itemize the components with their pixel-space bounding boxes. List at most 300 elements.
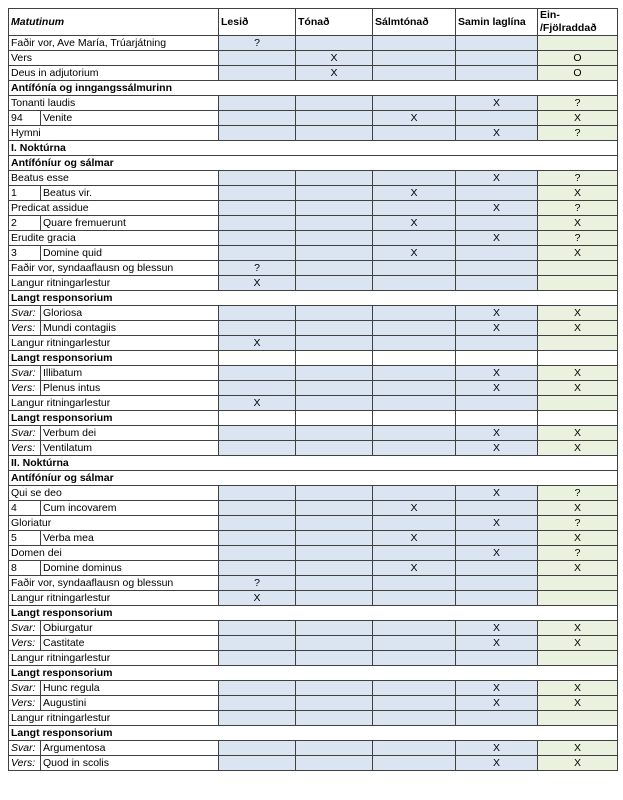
table-title: Matutinum	[9, 9, 219, 36]
value-cell-salmtonad	[373, 96, 456, 111]
section-label: I. Noktúrna	[9, 141, 618, 156]
value-cell-samin-laglina: X	[456, 231, 538, 246]
value-cell-tonad	[296, 681, 373, 696]
value-cell-tonad	[296, 531, 373, 546]
value-cell-tonad	[296, 501, 373, 516]
value-cell-salmtonad	[373, 171, 456, 186]
row-title-latin: Beatus vir.	[41, 186, 219, 201]
value-cell-ein-fjolraddad: O	[538, 51, 618, 66]
value-cell-salmtonad	[373, 486, 456, 501]
value-cell-ein-fjolraddad	[538, 711, 618, 726]
value-cell-lesid: X	[219, 591, 296, 606]
value-cell-samin-laglina	[456, 336, 538, 351]
value-cell-lesid	[219, 681, 296, 696]
column-header-salmtonad: Sálmtónað	[373, 9, 456, 36]
value-cell-tonad	[296, 591, 373, 606]
value-cell-samin-laglina	[456, 711, 538, 726]
row-prefix-label: Vers:	[9, 636, 41, 651]
value-cell-lesid	[219, 381, 296, 396]
value-cell-tonad	[296, 381, 373, 396]
value-cell-samin-laglina	[456, 186, 538, 201]
value-cell-tonad	[296, 711, 373, 726]
value-cell-salmtonad	[373, 66, 456, 81]
section-row	[9, 456, 618, 471]
value-cell-lesid	[219, 96, 296, 111]
value-cell-ein-fjolraddad: ?	[538, 516, 618, 531]
row-title: Langur ritningarlestur	[9, 651, 219, 666]
row-prefix-label: Svar:	[9, 621, 41, 636]
value-cell-samin-laglina: X	[456, 426, 538, 441]
row-title-latin: Verba mea	[41, 531, 219, 546]
value-cell-lesid	[219, 231, 296, 246]
row-title-latin: Venite	[41, 111, 219, 126]
row-title-latin: Tonanti laudis	[9, 96, 219, 111]
row-title: Faðir vor, syndaaflausn og blessun	[9, 261, 219, 276]
value-cell-samin-laglina	[456, 261, 538, 276]
value-cell-lesid	[219, 486, 296, 501]
value-cell-samin-laglina	[456, 396, 538, 411]
value-cell-tonad	[296, 276, 373, 291]
row-prefix-label: Vers:	[9, 441, 41, 456]
table-row	[9, 51, 618, 66]
row-prefix-label: Svar:	[9, 426, 41, 441]
value-cell-ein-fjolraddad: X	[538, 306, 618, 321]
row-number: 8	[9, 561, 41, 576]
value-cell-samin-laglina: X	[456, 366, 538, 381]
value-cell-salmtonad: X	[373, 111, 456, 126]
value-cell-tonad	[296, 261, 373, 276]
value-cell-tonad: X	[296, 66, 373, 81]
value-cell-salmtonad	[373, 636, 456, 651]
value-cell-salmtonad: X	[373, 561, 456, 576]
table-row	[9, 36, 618, 51]
table-row	[9, 306, 618, 321]
table-row	[9, 711, 618, 726]
row-number: 1	[9, 186, 41, 201]
value-cell-salmtonad	[373, 741, 456, 756]
value-cell-ein-fjolraddad: X	[538, 441, 618, 456]
value-cell-salmtonad	[373, 336, 456, 351]
row-title: Faðir vor, Ave María, Trúarjátning	[9, 36, 219, 51]
row-number: 94	[9, 111, 41, 126]
value-cell-samin-laglina: X	[456, 321, 538, 336]
value-cell-lesid	[219, 696, 296, 711]
value-cell-samin-laglina	[456, 36, 538, 51]
row-title: Langur ritningarlestur	[9, 396, 219, 411]
value-cell-samin-laglina	[456, 51, 538, 66]
value-cell-ein-fjolraddad	[538, 651, 618, 666]
table-row	[9, 381, 618, 396]
table-row	[9, 636, 618, 651]
value-cell-salmtonad	[373, 621, 456, 636]
value-cell-ein-fjolraddad: X	[538, 381, 618, 396]
table-row	[9, 246, 618, 261]
value-cell-tonad	[296, 336, 373, 351]
table-row	[9, 171, 618, 186]
row-title-latin: Domen dei	[9, 546, 219, 561]
value-cell-ein-fjolraddad	[538, 576, 618, 591]
column-header-samin-laglina: Samin laglína	[456, 9, 538, 36]
column-header-lesid: Lesið	[219, 9, 296, 36]
section-row	[9, 726, 618, 741]
section-empty-cell-ein-fjolraddad	[538, 351, 618, 366]
value-cell-salmtonad: X	[373, 186, 456, 201]
column-header-line: /Fjölraddað	[540, 22, 597, 34]
value-cell-ein-fjolraddad: X	[538, 186, 618, 201]
value-cell-salmtonad	[373, 426, 456, 441]
value-cell-salmtonad	[373, 366, 456, 381]
value-cell-lesid	[219, 66, 296, 81]
value-cell-lesid	[219, 651, 296, 666]
value-cell-ein-fjolraddad: X	[538, 681, 618, 696]
section-empty-cell-lesid	[219, 351, 296, 366]
section-row	[9, 471, 618, 486]
value-cell-ein-fjolraddad	[538, 261, 618, 276]
value-cell-salmtonad	[373, 441, 456, 456]
value-cell-samin-laglina: X	[456, 516, 538, 531]
table-row	[9, 546, 618, 561]
row-title-latin: Quare fremuerunt	[41, 216, 219, 231]
table-row	[9, 486, 618, 501]
value-cell-samin-laglina: X	[456, 381, 538, 396]
section-empty-cell-salmtonad	[373, 351, 456, 366]
value-cell-samin-laglina: X	[456, 441, 538, 456]
value-cell-tonad	[296, 741, 373, 756]
value-cell-samin-laglina: X	[456, 546, 538, 561]
value-cell-tonad	[296, 441, 373, 456]
table-row	[9, 576, 618, 591]
value-cell-samin-laglina: X	[456, 96, 538, 111]
value-cell-lesid	[219, 171, 296, 186]
table-row	[9, 591, 618, 606]
row-title-latin: Hunc regula	[41, 681, 219, 696]
value-cell-ein-fjolraddad: ?	[538, 546, 618, 561]
value-cell-salmtonad	[373, 231, 456, 246]
value-cell-ein-fjolraddad: X	[538, 636, 618, 651]
value-cell-tonad	[296, 216, 373, 231]
row-title: Vers	[9, 51, 219, 66]
row-title-latin: Mundi contagiis	[41, 321, 219, 336]
row-title: Langur ritningarlestur	[9, 591, 219, 606]
row-title-latin: Argumentosa	[41, 741, 219, 756]
value-cell-ein-fjolraddad: ?	[538, 96, 618, 111]
value-cell-lesid: X	[219, 276, 296, 291]
value-cell-samin-laglina: X	[456, 306, 538, 321]
table-body	[9, 36, 618, 771]
value-cell-tonad	[296, 246, 373, 261]
value-cell-lesid: X	[219, 336, 296, 351]
row-title-latin: Gloriatur	[9, 516, 219, 531]
section-empty-cell-samin-laglina	[456, 351, 538, 366]
value-cell-ein-fjolraddad	[538, 396, 618, 411]
value-cell-ein-fjolraddad: X	[538, 531, 618, 546]
value-cell-salmtonad	[373, 51, 456, 66]
value-cell-ein-fjolraddad: X	[538, 321, 618, 336]
value-cell-samin-laglina	[456, 576, 538, 591]
value-cell-samin-laglina: X	[456, 126, 538, 141]
value-cell-samin-laglina	[456, 216, 538, 231]
section-label: Langt responsorium	[9, 291, 618, 306]
value-cell-tonad	[296, 171, 373, 186]
value-cell-salmtonad: X	[373, 501, 456, 516]
value-cell-salmtonad	[373, 306, 456, 321]
value-cell-lesid: ?	[219, 36, 296, 51]
value-cell-lesid	[219, 426, 296, 441]
value-cell-lesid	[219, 321, 296, 336]
section-label: Langt responsorium	[9, 351, 219, 366]
value-cell-ein-fjolraddad	[538, 336, 618, 351]
value-cell-salmtonad	[373, 36, 456, 51]
row-title-latin: Domine dominus	[41, 561, 219, 576]
row-number: 5	[9, 531, 41, 546]
value-cell-lesid	[219, 741, 296, 756]
value-cell-salmtonad: X	[373, 246, 456, 261]
row-title-latin: Plenus intus	[41, 381, 219, 396]
row-title-latin: Beatus esse	[9, 171, 219, 186]
row-prefix-label: Vers:	[9, 696, 41, 711]
section-row	[9, 291, 618, 306]
value-cell-ein-fjolraddad: ?	[538, 126, 618, 141]
section-row	[9, 141, 618, 156]
value-cell-lesid	[219, 531, 296, 546]
table-row	[9, 111, 618, 126]
value-cell-tonad	[296, 231, 373, 246]
table-row	[9, 756, 618, 771]
value-cell-salmtonad	[373, 651, 456, 666]
table-row	[9, 651, 618, 666]
value-cell-tonad	[296, 306, 373, 321]
value-cell-samin-laglina: X	[456, 756, 538, 771]
value-cell-tonad	[296, 651, 373, 666]
value-cell-salmtonad: X	[373, 531, 456, 546]
value-cell-samin-laglina	[456, 111, 538, 126]
row-title-latin: Augustini	[41, 696, 219, 711]
table-row	[9, 621, 618, 636]
value-cell-lesid	[219, 501, 296, 516]
row-prefix-label: Svar:	[9, 681, 41, 696]
value-cell-ein-fjolraddad: X	[538, 561, 618, 576]
header-row	[9, 9, 618, 36]
value-cell-lesid	[219, 216, 296, 231]
value-cell-ein-fjolraddad: ?	[538, 171, 618, 186]
row-prefix-label: Svar:	[9, 741, 41, 756]
value-cell-ein-fjolraddad: X	[538, 501, 618, 516]
section-label: Langt responsorium	[9, 606, 618, 621]
value-cell-lesid	[219, 201, 296, 216]
row-title-latin: Predicat assidue	[9, 201, 219, 216]
value-cell-tonad	[296, 111, 373, 126]
section-label: Antífóníur og sálmar	[9, 471, 618, 486]
value-cell-samin-laglina: X	[456, 696, 538, 711]
table-header	[9, 9, 618, 36]
table-row	[9, 186, 618, 201]
value-cell-samin-laglina: X	[456, 621, 538, 636]
row-title: Hymni	[9, 126, 219, 141]
section-row	[9, 156, 618, 171]
value-cell-ein-fjolraddad	[538, 36, 618, 51]
section-label: Langt responsorium	[9, 726, 618, 741]
value-cell-samin-laglina: X	[456, 636, 538, 651]
value-cell-ein-fjolraddad: X	[538, 216, 618, 231]
value-cell-salmtonad	[373, 546, 456, 561]
section-empty-cell-tonad	[296, 351, 373, 366]
value-cell-lesid: X	[219, 396, 296, 411]
value-cell-ein-fjolraddad: ?	[538, 486, 618, 501]
row-title-latin: Domine quid	[41, 246, 219, 261]
value-cell-salmtonad	[373, 756, 456, 771]
value-cell-tonad	[296, 516, 373, 531]
table-row	[9, 66, 618, 81]
row-title: Langur ritningarlestur	[9, 276, 219, 291]
value-cell-tonad	[296, 621, 373, 636]
column-header-tonad: Tónað	[296, 9, 373, 36]
value-cell-tonad	[296, 636, 373, 651]
row-prefix-label: Vers:	[9, 756, 41, 771]
value-cell-ein-fjolraddad: X	[538, 756, 618, 771]
table-row	[9, 336, 618, 351]
value-cell-salmtonad	[373, 201, 456, 216]
value-cell-tonad	[296, 576, 373, 591]
value-cell-samin-laglina: X	[456, 741, 538, 756]
value-cell-salmtonad	[373, 321, 456, 336]
row-number: 4	[9, 501, 41, 516]
value-cell-lesid	[219, 561, 296, 576]
row-number: 3	[9, 246, 41, 261]
value-cell-lesid	[219, 546, 296, 561]
value-cell-tonad	[296, 96, 373, 111]
section-row	[9, 666, 618, 681]
value-cell-lesid	[219, 636, 296, 651]
row-title-latin: Quod in scolis	[41, 756, 219, 771]
value-cell-lesid	[219, 441, 296, 456]
value-cell-tonad	[296, 201, 373, 216]
value-cell-lesid	[219, 51, 296, 66]
row-title-latin: Obiurgatur	[41, 621, 219, 636]
table-row	[9, 366, 618, 381]
row-title-latin: Illibatum	[41, 366, 219, 381]
value-cell-salmtonad	[373, 516, 456, 531]
value-cell-salmtonad	[373, 126, 456, 141]
value-cell-samin-laglina	[456, 501, 538, 516]
value-cell-lesid	[219, 756, 296, 771]
table-row	[9, 531, 618, 546]
section-label: Langt responsorium	[9, 666, 618, 681]
table-row	[9, 96, 618, 111]
value-cell-salmtonad: X	[373, 216, 456, 231]
value-cell-samin-laglina	[456, 276, 538, 291]
table-row	[9, 201, 618, 216]
value-cell-salmtonad	[373, 261, 456, 276]
section-empty-cell-salmtonad	[373, 411, 456, 426]
section-row	[9, 606, 618, 621]
table-row	[9, 426, 618, 441]
value-cell-lesid	[219, 621, 296, 636]
table-row	[9, 696, 618, 711]
value-cell-tonad	[296, 321, 373, 336]
table-row	[9, 441, 618, 456]
section-label: Langt responsorium	[9, 411, 219, 426]
row-title-latin: Verbum dei	[41, 426, 219, 441]
value-cell-lesid	[219, 366, 296, 381]
value-cell-lesid	[219, 711, 296, 726]
row-prefix-label: Svar:	[9, 366, 41, 381]
value-cell-lesid	[219, 111, 296, 126]
table-row	[9, 126, 618, 141]
value-cell-samin-laglina	[456, 66, 538, 81]
value-cell-salmtonad	[373, 396, 456, 411]
table-row	[9, 741, 618, 756]
row-title-latin: Ventilatum	[41, 441, 219, 456]
table-row	[9, 321, 618, 336]
value-cell-lesid	[219, 516, 296, 531]
section-empty-cell-lesid	[219, 411, 296, 426]
value-cell-lesid: ?	[219, 261, 296, 276]
table-row	[9, 261, 618, 276]
value-cell-lesid	[219, 246, 296, 261]
value-cell-ein-fjolraddad: O	[538, 66, 618, 81]
value-cell-ein-fjolraddad: X	[538, 366, 618, 381]
value-cell-ein-fjolraddad: X	[538, 426, 618, 441]
row-prefix-label: Vers:	[9, 321, 41, 336]
section-label: Antífónía og inngangssálmurinn	[9, 81, 618, 96]
value-cell-ein-fjolraddad: X	[538, 696, 618, 711]
column-header-line: Ein-	[540, 9, 560, 21]
value-cell-ein-fjolraddad: ?	[538, 201, 618, 216]
value-cell-ein-fjolraddad: ?	[538, 231, 618, 246]
value-cell-tonad	[296, 546, 373, 561]
value-cell-samin-laglina	[456, 591, 538, 606]
table-row	[9, 231, 618, 246]
table-row	[9, 561, 618, 576]
value-cell-ein-fjolraddad: X	[538, 741, 618, 756]
value-cell-samin-laglina	[456, 531, 538, 546]
column-header-ein-fjolraddad	[538, 9, 618, 36]
value-cell-salmtonad	[373, 591, 456, 606]
value-cell-tonad	[296, 36, 373, 51]
value-cell-lesid	[219, 186, 296, 201]
value-cell-tonad	[296, 561, 373, 576]
value-cell-ein-fjolraddad: X	[538, 111, 618, 126]
value-cell-salmtonad	[373, 276, 456, 291]
table-row	[9, 516, 618, 531]
value-cell-samin-laglina: X	[456, 681, 538, 696]
value-cell-salmtonad	[373, 681, 456, 696]
value-cell-samin-laglina	[456, 651, 538, 666]
row-title-latin: Gloriosa	[41, 306, 219, 321]
section-empty-cell-tonad	[296, 411, 373, 426]
value-cell-samin-laglina: X	[456, 486, 538, 501]
section-row	[9, 81, 618, 96]
section-label: Antífóníur og sálmar	[9, 156, 618, 171]
value-cell-tonad	[296, 486, 373, 501]
value-cell-tonad	[296, 696, 373, 711]
table-row	[9, 216, 618, 231]
value-cell-tonad: X	[296, 51, 373, 66]
table-row	[9, 396, 618, 411]
row-title: Faðir vor, syndaaflausn og blessun	[9, 576, 219, 591]
section-row	[9, 411, 618, 426]
value-cell-lesid: ?	[219, 576, 296, 591]
value-cell-tonad	[296, 126, 373, 141]
value-cell-lesid	[219, 306, 296, 321]
value-cell-samin-laglina: X	[456, 201, 538, 216]
row-title-latin: Castitate	[41, 636, 219, 651]
value-cell-salmtonad	[373, 711, 456, 726]
section-row	[9, 351, 618, 366]
row-prefix-label: Svar:	[9, 306, 41, 321]
value-cell-salmtonad	[373, 381, 456, 396]
liturgy-table	[8, 8, 618, 771]
